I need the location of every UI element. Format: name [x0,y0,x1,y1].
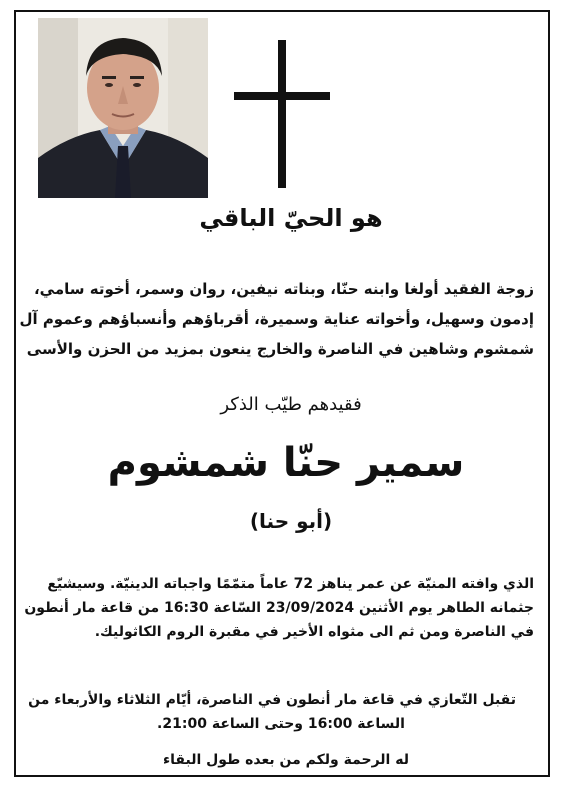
funeral-line: في الناصرة ومن ثم الى مثواه الأخير في مقبرة الروم الكاثوليك. [94,624,534,640]
funeral-line: جثمانه الطاهر يوم الأثنين 23/09/2024 السّاعة 16:30 من قاعة مار أنطون [24,600,534,616]
closing-line: له الرحمة ولكم من بعده طول البقاء [163,752,409,768]
deceased-name: سمير حنّا شمشوم [107,440,465,486]
family-line: إدمون وسهيل، وأخواته عناية وسميرة، أقرباؤهم وأنسباؤهم وعموم آل [19,310,534,328]
condolence-line: تقبل التّعازي في قاعة مار أنطون في الناصرة، أيّام الثلاثاء والأربعاء من [28,692,516,708]
family-line: زوجة الفقيد أولغا وابنه حنّا، وبناته نيفين، روان وسمر، أخوته سامي، [33,280,534,298]
subtitle: فقيدهم طيّب الذكر [220,394,362,415]
family-announcement [19,274,534,364]
page-title: هو الحيّ الباقي [199,204,383,232]
condolence-line: الساعة 16:00 وحتى الساعة 21:00. [157,716,405,732]
deceased-nickname: (أبو حنا) [249,509,333,533]
family-line: شمشوم وشاهين في الناصرة والخارج ينعون بمزيد من الحزن والأسى [26,340,534,358]
portrait-photo [38,18,208,198]
condolence-details [28,688,516,736]
latin-cross-icon [234,40,334,188]
funeral-details [24,572,534,644]
obituary-notice [14,10,550,777]
funeral-line: الذي وافته المنيّة عن عمر يناهز 72 عاماً متمّمًا واجباته الدينيّة. وسيشيّع [47,576,534,592]
